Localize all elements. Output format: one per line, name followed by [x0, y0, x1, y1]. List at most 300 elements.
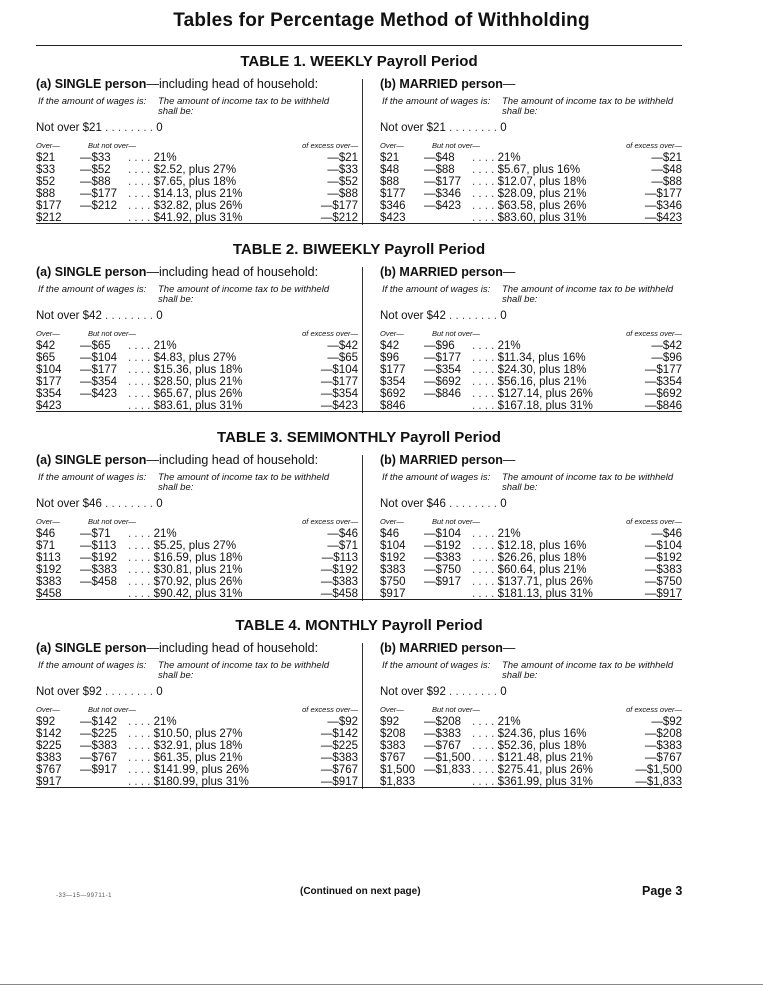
section-heading-rest: —including head of household:	[146, 77, 319, 91]
not-over-value: 0	[156, 498, 163, 510]
leader-dots: . . . .	[472, 776, 498, 788]
header-but-not-over: But not over—	[432, 517, 480, 526]
wage-over: $212	[36, 212, 62, 224]
section-heading-bold: (a) SINGLE person	[36, 77, 147, 91]
excess-over: —$750	[644, 576, 682, 588]
withholding-value: $14.13, plus 21%	[153, 188, 243, 200]
leader-dots: . . . .	[128, 340, 154, 352]
wage-not-over: —$192	[80, 552, 118, 564]
leader-dots: . . . .	[128, 164, 154, 176]
header-excess-over: of excess over—	[626, 705, 682, 714]
not-over-value: 0	[500, 310, 507, 322]
table-row	[380, 528, 682, 540]
excess-over: —$192	[320, 564, 358, 576]
table-row	[380, 352, 682, 364]
withholding-value: $181.13, plus 31%	[497, 588, 593, 600]
wage-not-over: —$767	[424, 740, 462, 752]
wage-not-over: —$177	[80, 364, 118, 376]
wage-not-over: —$225	[80, 728, 118, 740]
column-headers	[36, 705, 358, 716]
leader-dots: . . . . . . . .	[101, 310, 157, 322]
table-row	[380, 752, 682, 764]
withholding-amount	[128, 376, 242, 388]
wage-not-over: —$346	[424, 188, 462, 200]
tax-explanation: The amount of income tax to be withheld shall be:	[502, 284, 674, 305]
leader-dots: . . . .	[472, 376, 498, 388]
leader-dots: . . . .	[472, 528, 498, 540]
withholding-amount	[128, 576, 242, 588]
wage-over: $92	[36, 716, 56, 728]
section-heading	[380, 641, 682, 657]
not-over-label: Not over $92	[380, 686, 446, 698]
withholding-value: $30.81, plus 21%	[153, 564, 243, 576]
header-excess-over: of excess over—	[626, 329, 682, 338]
header-but-not-over: But not over—	[88, 517, 136, 526]
section-heading	[380, 265, 682, 281]
table-row	[380, 164, 682, 176]
wage-not-over: —$177	[80, 188, 118, 200]
leader-dots: . . . .	[128, 400, 154, 412]
not-over-row	[380, 685, 682, 705]
excess-over: —$177	[320, 376, 358, 388]
table-row	[380, 552, 682, 564]
document-title: Tables for Percentage Method of Withholding	[173, 10, 590, 31]
wage-not-over: —$177	[424, 176, 462, 188]
table-bottom-rule	[36, 599, 682, 600]
withholding-value: $83.60, plus 31%	[497, 212, 587, 224]
withholding-value: $26.26, plus 18%	[497, 552, 587, 564]
withholding-value: $2.52, plus 27%	[153, 164, 237, 176]
column-headers	[380, 705, 682, 716]
withholding-value: $12.18, plus 16%	[497, 540, 587, 552]
table-row	[36, 764, 358, 776]
wage-not-over: —$104	[80, 352, 118, 364]
wage-over: $192	[380, 552, 406, 564]
section-heading-rest: —	[502, 641, 516, 655]
withholding-value: $16.59, plus 18%	[153, 552, 243, 564]
withholding-value: $15.36, plus 18%	[153, 364, 243, 376]
not-over-row	[380, 497, 682, 517]
withholding-value: $63.58, plus 26%	[497, 200, 587, 212]
table-bottom-rule	[36, 223, 682, 224]
wage-not-over: —$423	[80, 388, 118, 400]
table-row	[36, 728, 358, 740]
excess-over: —$142	[320, 728, 358, 740]
wage-not-over: —$1,833	[424, 764, 471, 776]
column-headers	[380, 517, 682, 528]
excess-over: —$1,500	[635, 764, 682, 776]
wage-over: $96	[380, 352, 400, 364]
wage-not-over: —$71	[80, 528, 111, 540]
withholding-value: $70.92, plus 26%	[153, 576, 243, 588]
wage-over: $177	[380, 188, 406, 200]
withholding-amount	[472, 340, 521, 352]
leader-dots: . . . .	[128, 752, 154, 764]
column-headers	[36, 329, 358, 340]
wages-explanation: If the amount of wages is:	[382, 96, 491, 107]
header-over: Over—	[36, 517, 60, 526]
leader-dots: . . . .	[128, 576, 154, 588]
withholding-value: $24.36, plus 16%	[497, 728, 587, 740]
excess-over: —$65	[327, 352, 358, 364]
wage-not-over: —$212	[80, 200, 118, 212]
withholding-value: $275.41, plus 26%	[497, 764, 593, 776]
section-heading	[36, 265, 358, 281]
withholding-amount	[472, 564, 586, 576]
excess-over: —$104	[320, 364, 358, 376]
wage-over: $52	[36, 176, 56, 188]
excess-over: —$21	[327, 152, 358, 164]
withholding-amount	[472, 540, 586, 552]
withholding-value: $65.67, plus 26%	[153, 388, 243, 400]
withholding-value: 21%	[153, 528, 177, 540]
wage-not-over: —$52	[80, 164, 111, 176]
excess-over: —$92	[327, 716, 358, 728]
table-row	[380, 716, 682, 728]
withholding-value: $141.99, plus 26%	[153, 764, 249, 776]
wage-over: $88	[380, 176, 400, 188]
withholding-value: $28.09, plus 21%	[497, 188, 587, 200]
excess-over: —$346	[644, 200, 682, 212]
header-over: Over—	[380, 705, 404, 714]
leader-dots: . . . .	[128, 564, 154, 576]
column-explanations	[380, 661, 682, 685]
leader-dots: . . . .	[128, 152, 154, 164]
not-over-value: 0	[500, 122, 507, 134]
excess-over: —$46	[651, 528, 682, 540]
leader-dots: . . . . . . . .	[101, 122, 157, 134]
wage-not-over: —$33	[80, 152, 111, 164]
excess-over: —$846	[644, 400, 682, 412]
withholding-value: $32.82, plus 26%	[153, 200, 243, 212]
leader-dots: . . . .	[472, 176, 498, 188]
wage-over: $383	[380, 740, 406, 752]
section-heading-bold: (b) MARRIED person	[380, 453, 503, 467]
leader-dots: . . . .	[128, 552, 154, 564]
header-excess-over: of excess over—	[302, 705, 358, 714]
table-row	[380, 728, 682, 740]
section-heading-rest: —	[502, 77, 516, 91]
leader-dots: . . . .	[472, 164, 498, 176]
wage-over: $692	[380, 388, 406, 400]
leader-dots: . . . .	[128, 376, 154, 388]
table-row	[380, 564, 682, 576]
wages-explanation: If the amount of wages is:	[38, 96, 147, 107]
table-row	[36, 176, 358, 188]
withholding-amount	[128, 388, 242, 400]
page-edge-rule	[0, 984, 763, 985]
wage-over: $177	[380, 364, 406, 376]
leader-dots: . . . .	[472, 188, 498, 200]
excess-over: —$192	[644, 552, 682, 564]
leader-dots: . . . .	[472, 152, 498, 164]
excess-over: —$52	[327, 176, 358, 188]
leader-dots: . . . .	[472, 728, 498, 740]
withholding-amount	[472, 728, 586, 740]
column-explanations	[36, 285, 358, 309]
leader-dots: . . . .	[472, 552, 498, 564]
withholding-amount	[128, 152, 177, 164]
withholding-amount	[128, 364, 242, 376]
leader-dots: . . . . . . . .	[445, 310, 501, 322]
withholding-value: $28.50, plus 21%	[153, 376, 243, 388]
withholding-value: $32.91, plus 18%	[153, 740, 243, 752]
withholding-amount	[472, 152, 521, 164]
section-heading	[36, 453, 358, 469]
withholding-amount	[128, 188, 242, 200]
leader-dots: . . . .	[128, 728, 154, 740]
excess-over: —$177	[320, 200, 358, 212]
excess-over: —$383	[644, 564, 682, 576]
not-over-value: 0	[156, 122, 163, 134]
wage-not-over: —$750	[424, 564, 462, 576]
table-row	[36, 164, 358, 176]
wage-not-over: —$65	[80, 340, 111, 352]
table-row	[380, 152, 682, 164]
married-column	[380, 641, 682, 788]
withholding-amount	[472, 188, 586, 200]
wage-over: $383	[380, 564, 406, 576]
withholding-amount	[472, 376, 586, 388]
leader-dots: . . . .	[472, 540, 498, 552]
excess-over: —$177	[644, 364, 682, 376]
leader-dots: . . . .	[472, 564, 498, 576]
withholding-table	[36, 617, 682, 793]
excess-over: —$46	[327, 528, 358, 540]
table-row	[380, 176, 682, 188]
table-row	[380, 340, 682, 352]
wage-over: $104	[380, 540, 406, 552]
withholding-amount	[472, 764, 593, 776]
excess-over: —$423	[644, 212, 682, 224]
tax-explanation: The amount of income tax to be withheld shall be:	[158, 660, 330, 681]
withholding-value: 21%	[153, 340, 177, 352]
excess-over: —$42	[651, 340, 682, 352]
wage-over: $458	[36, 588, 62, 600]
section-heading-rest: —including head of household:	[146, 265, 319, 279]
table-row	[380, 540, 682, 552]
wage-not-over: —$383	[80, 740, 118, 752]
withholding-value: $11.34, plus 16%	[497, 352, 586, 364]
wage-over: $88	[36, 188, 56, 200]
not-over-value: 0	[156, 310, 163, 322]
withholding-amount	[128, 764, 249, 776]
withholding-value: 21%	[497, 716, 521, 728]
withholding-value: $52.36, plus 18%	[497, 740, 587, 752]
excess-over: —$42	[327, 340, 358, 352]
leader-dots: . . . . . . . .	[445, 686, 501, 698]
wage-not-over: —$383	[80, 564, 118, 576]
table-row	[36, 716, 358, 728]
wage-over: $65	[36, 352, 56, 364]
section-heading-rest: —	[502, 453, 516, 467]
leader-dots: . . . .	[128, 212, 154, 224]
section-heading-rest: —including head of household:	[146, 641, 319, 655]
wages-explanation: If the amount of wages is:	[38, 284, 147, 295]
column-divider	[362, 267, 363, 413]
wage-not-over: —$1,500	[424, 752, 471, 764]
column-divider	[362, 643, 363, 789]
withholding-value: $167.18, plus 31%	[497, 400, 593, 412]
leader-dots: . . . . . . . .	[101, 686, 157, 698]
column-explanations	[36, 661, 358, 685]
table-row	[380, 764, 682, 776]
wage-not-over: —$423	[424, 200, 462, 212]
column-explanations	[380, 285, 682, 309]
wage-not-over: —$917	[80, 764, 118, 776]
withholding-amount	[128, 540, 236, 552]
table-row	[380, 364, 682, 376]
excess-over: —$423	[320, 400, 358, 412]
excess-over: —$208	[644, 728, 682, 740]
wage-over: $71	[36, 540, 56, 552]
wage-over: $767	[36, 764, 62, 776]
withholding-value: 21%	[497, 152, 521, 164]
excess-over: —$383	[320, 752, 358, 764]
leader-dots: . . . .	[128, 776, 154, 788]
withholding-amount	[472, 364, 586, 376]
leader-dots: . . . .	[128, 528, 154, 540]
header-excess-over: of excess over—	[626, 141, 682, 150]
column-divider	[362, 79, 363, 225]
withholding-amount	[472, 352, 586, 364]
withholding-table	[36, 429, 682, 605]
table-row	[36, 340, 358, 352]
leader-dots: . . . .	[128, 764, 154, 776]
wage-over: $423	[380, 212, 406, 224]
leader-dots: . . . .	[472, 352, 498, 364]
table-row	[380, 388, 682, 400]
withholding-value: $7.65, plus 18%	[153, 176, 237, 188]
withholding-value: $12.07, plus 18%	[497, 176, 587, 188]
header-over: Over—	[380, 141, 404, 150]
not-over-value: 0	[156, 686, 163, 698]
withholding-value: $90.42, plus 31%	[153, 588, 243, 600]
wage-over: $1,500	[380, 764, 416, 776]
header-but-not-over: But not over—	[88, 141, 136, 150]
section-heading-bold: (b) MARRIED person	[380, 265, 503, 279]
table-title: TABLE 3. SEMIMONTHLY Payroll Period	[217, 429, 501, 446]
withholding-value: 21%	[153, 716, 177, 728]
column-explanations	[36, 473, 358, 497]
wage-over: $21	[380, 152, 400, 164]
wage-over: $42	[380, 340, 400, 352]
leader-dots: . . . .	[472, 576, 498, 588]
header-but-not-over: But not over—	[432, 705, 480, 714]
excess-over: —$225	[320, 740, 358, 752]
section-heading-bold: (a) SINGLE person	[36, 641, 147, 655]
wage-over: $423	[36, 400, 62, 412]
not-over-label: Not over $42	[36, 310, 102, 322]
leader-dots: . . . . . . . .	[101, 498, 157, 510]
wage-over: $208	[380, 728, 406, 740]
excess-over: —$917	[644, 588, 682, 600]
withholding-value: $5.25, plus 27%	[153, 540, 237, 552]
table-row	[36, 352, 358, 364]
not-over-row	[36, 685, 358, 705]
tax-explanation: The amount of income tax to be withheld shall be:	[158, 472, 330, 493]
wage-not-over: —$113	[80, 540, 117, 552]
excess-over: —$88	[327, 188, 358, 200]
leader-dots: . . . .	[128, 200, 154, 212]
withholding-amount	[128, 728, 242, 740]
excess-over: —$92	[651, 716, 682, 728]
section-heading-rest: —	[502, 265, 516, 279]
withholding-table	[36, 241, 682, 417]
table-row	[36, 752, 358, 764]
leader-dots: . . . .	[472, 716, 498, 728]
wage-not-over: —$48	[424, 152, 455, 164]
wage-over: $46	[36, 528, 56, 540]
wage-over: $142	[36, 728, 62, 740]
leader-dots: . . . . . . . .	[445, 122, 501, 134]
wage-over: $767	[380, 752, 406, 764]
wage-not-over: —$177	[424, 352, 462, 364]
leader-dots: . . . .	[472, 340, 498, 352]
excess-over: —$1,833	[635, 776, 682, 788]
wage-over: $46	[380, 528, 400, 540]
withholding-value: $61.35, plus 21%	[153, 752, 243, 764]
not-over-value: 0	[500, 686, 507, 698]
withholding-amount	[472, 576, 593, 588]
table-row	[36, 528, 358, 540]
wage-not-over: —$208	[424, 716, 462, 728]
leader-dots: . . . .	[128, 588, 154, 600]
wage-over: $92	[380, 716, 400, 728]
leader-dots: . . . .	[128, 540, 154, 552]
tax-explanation: The amount of income tax to be withheld shall be:	[158, 96, 330, 117]
withholding-amount	[472, 552, 586, 564]
not-over-label: Not over $42	[380, 310, 446, 322]
header-excess-over: of excess over—	[302, 329, 358, 338]
not-over-value: 0	[500, 498, 507, 510]
wage-over: $113	[36, 552, 61, 564]
not-over-label: Not over $21	[380, 122, 446, 134]
withholding-amount	[128, 716, 177, 728]
wage-not-over: —$458	[80, 576, 118, 588]
not-over-row	[36, 309, 358, 329]
section-heading	[380, 453, 682, 469]
excess-over: —$383	[320, 576, 358, 588]
header-but-not-over: But not over—	[432, 329, 480, 338]
not-over-label: Not over $21	[36, 122, 102, 134]
section-heading-bold: (a) SINGLE person	[36, 265, 147, 279]
excess-over: —$354	[320, 388, 358, 400]
withholding-value: $24.30, plus 18%	[497, 364, 587, 376]
excess-over: —$177	[644, 188, 682, 200]
wage-over: $1,833	[380, 776, 416, 788]
leader-dots: . . . .	[472, 764, 498, 776]
wage-over: $177	[36, 200, 62, 212]
header-excess-over: of excess over—	[302, 141, 358, 150]
wages-explanation: If the amount of wages is:	[382, 472, 491, 483]
header-over: Over—	[36, 141, 60, 150]
column-headers	[380, 141, 682, 152]
form-code: -33—15—99711-1	[56, 893, 112, 899]
wage-over: $354	[380, 376, 406, 388]
leader-dots: . . . .	[128, 364, 154, 376]
leader-dots: . . . .	[128, 716, 154, 728]
leader-dots: . . . .	[472, 740, 498, 752]
leader-dots: . . . .	[472, 588, 498, 600]
withholding-amount	[128, 552, 242, 564]
section-heading-rest: —including head of household:	[146, 453, 319, 467]
wage-not-over: —$354	[80, 376, 118, 388]
wage-not-over: —$383	[424, 728, 462, 740]
tax-explanation: The amount of income tax to be withheld shall be:	[502, 660, 674, 681]
header-but-not-over: But not over—	[432, 141, 480, 150]
table-row	[380, 200, 682, 212]
